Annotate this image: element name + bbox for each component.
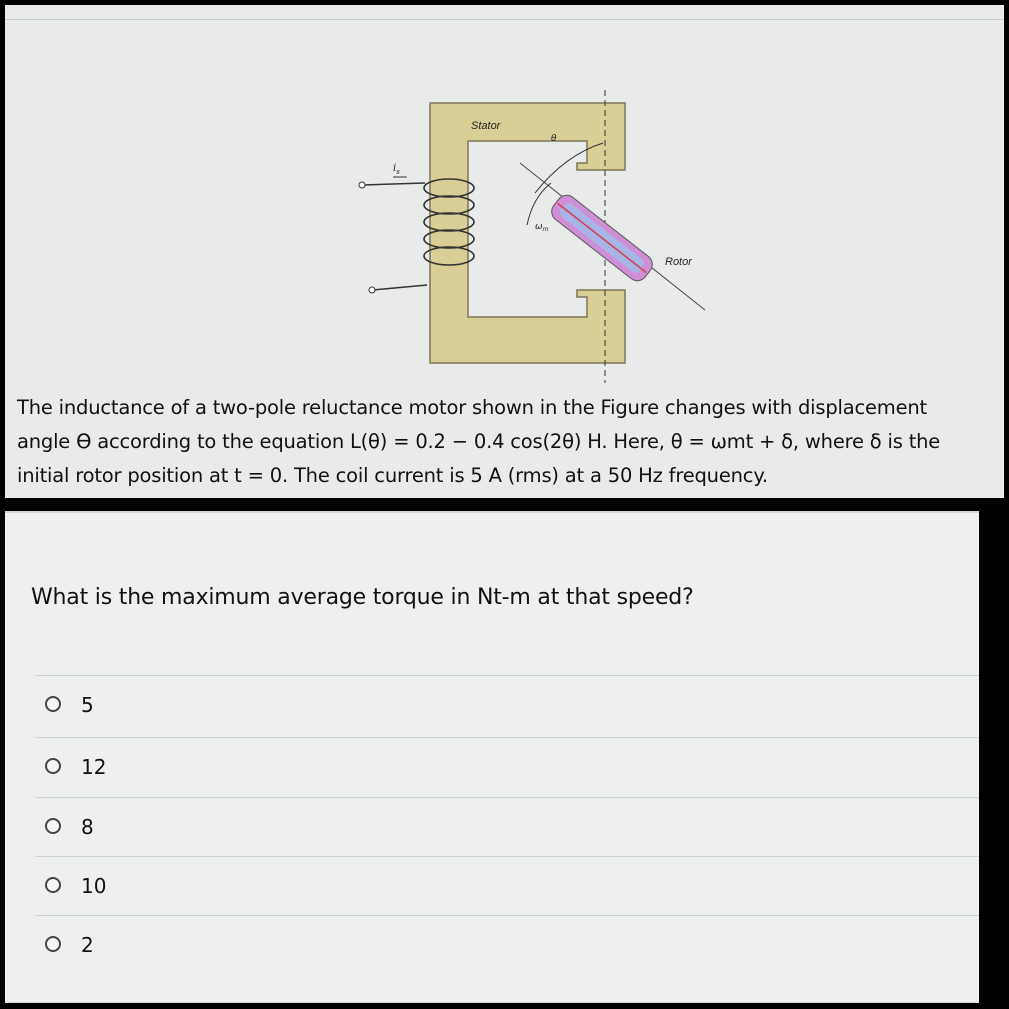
option-label: 10 <box>81 874 107 898</box>
terminal-top <box>359 182 365 188</box>
radio-button[interactable] <box>45 877 61 893</box>
problem-line-2: angle ϴ according to the equation L(θ) = 0.2 − 0.4 cos(2θ) H. Here, θ = ωmt + δ, where δ is the <box>17 430 941 453</box>
answer-option[interactable] <box>35 675 979 734</box>
option-label: 2 <box>81 933 94 957</box>
omega-label: $\omega_m$ <box>535 222 549 233</box>
divider <box>5 511 979 513</box>
question-text: What is the maximum average torque in Nt-m at that speed? <box>31 585 694 610</box>
option-label: 5 <box>81 693 94 717</box>
divider <box>5 19 1004 20</box>
answer-option[interactable] <box>35 737 979 796</box>
answer-option[interactable] <box>35 797 979 856</box>
reluctance-motor-figure <box>355 85 735 385</box>
coil-lead-top <box>363 183 425 185</box>
radio-button[interactable] <box>45 758 61 774</box>
divider <box>5 1002 979 1003</box>
radio-button[interactable] <box>45 818 61 834</box>
theta-label: θ <box>551 134 557 144</box>
current-label: $i_s$ <box>393 163 400 176</box>
omega-arrow <box>527 183 551 225</box>
stator-label: Stator <box>471 120 501 132</box>
problem-line-3: initial rotor position at t = 0. The coil current is 5 A (rms) at a 50 Hz frequency. <box>17 464 768 487</box>
problem-line-1: The inductance of a two-pole reluctance motor shown in the Figure changes with displacement <box>17 396 928 419</box>
rotor <box>548 191 657 284</box>
option-label: 8 <box>81 815 94 839</box>
answer-option[interactable] <box>35 915 979 974</box>
radio-button[interactable] <box>45 696 61 712</box>
option-label: 12 <box>81 755 107 779</box>
terminal-bottom <box>369 287 375 293</box>
answer-option[interactable] <box>35 856 979 915</box>
question-panel <box>5 511 979 1003</box>
rotor-label: Rotor <box>665 256 692 268</box>
radio-button[interactable] <box>45 936 61 952</box>
problem-panel <box>5 5 1004 498</box>
coil-lead-bottom <box>373 285 427 290</box>
problem-statement <box>17 391 992 493</box>
